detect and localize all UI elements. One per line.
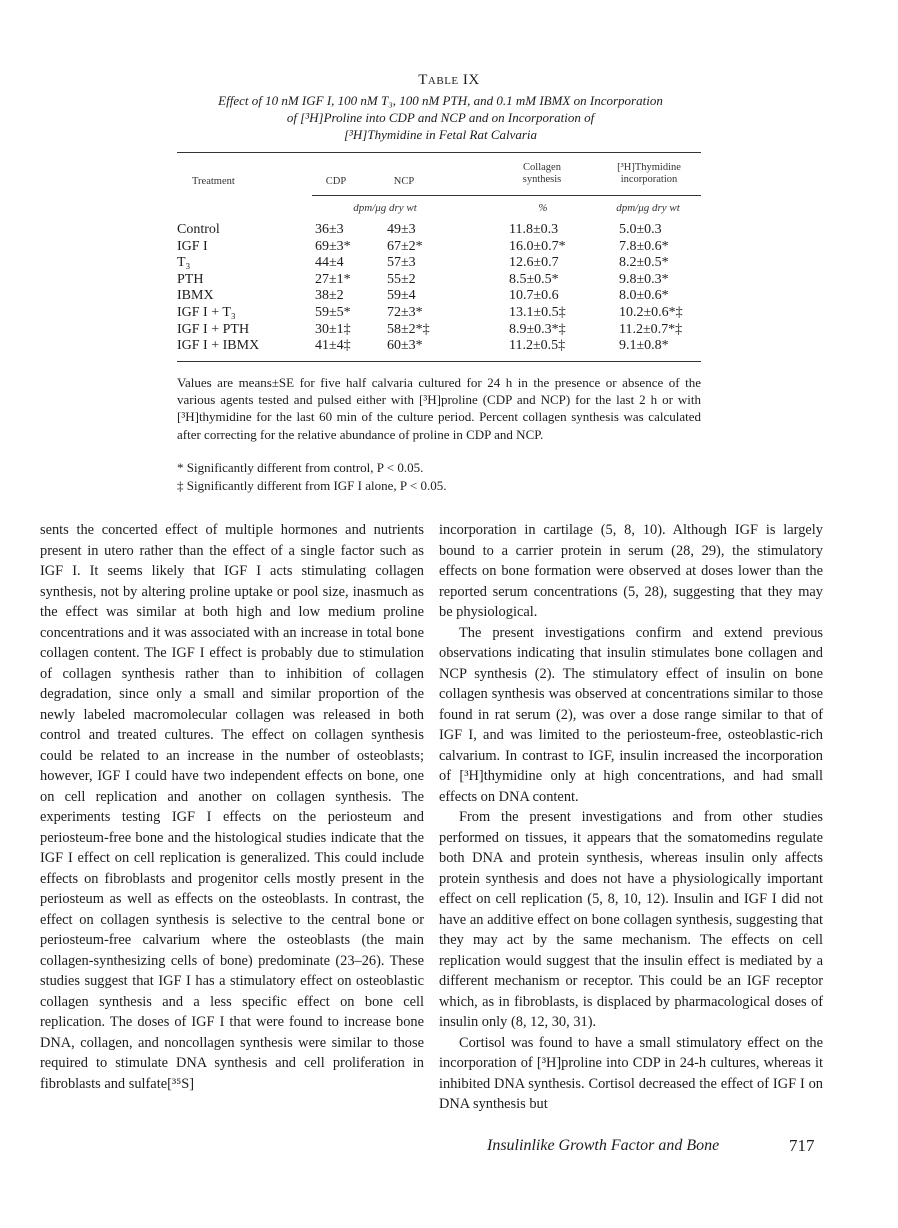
table-row <box>177 239 701 256</box>
cell-ncp: 55±2 <box>387 271 416 287</box>
header-ncp: NCP <box>393 176 415 187</box>
cell-cdp: 69±3* <box>315 238 351 254</box>
left-paragraph-1: sents the concerted effect of multiple hormones and nutrients present in utero rather than the effect of a single factor such as IGF I. It seems likely that IGF I acts stimulating collagen synthesis, not by altering proline uptake or pool size, inasmuch as the effect was similar at both high and low medium proline concentrations and it was associated with an increase in total bone collagen content. The IGF I effect is probably due to stimulation of collagen synthesis rather than to inhibition of collagen degradation, since only a small and similar proportion of the newly labeled macromolecular collagen was released in both control and treated cultures. The effect on collagen synthesis could be related to an increase in the number of osteoblasts; however, IGF I could have two independent effects on bone, one on cell replication and another on collagen synthesis. The experiments testing IGF I effects on the periosteum and periosteum-free bone and the histological studies indicate that the IGF I effect on cell replication is generalized. This could include effects on fibroblasts and progenitor cells mostly present in the periosteum as well as effects on the osteoblasts. In contrast, the effect on collagen synthesis is selective to the central bone or periosteum-free calvarium where the osteoblasts (the main collagen-synthesizing cells of bone) predominate (23–26). These studies suggest that IGF I has a stimulatory effect on osteoblastic collagen synthesis and a less specific effect on bone cell replication. The doses of IGF I that were found to increase bone DNA, collagen, and noncollagen synthesis were similar to those required to stimulate DNA synthesis and cell proliferation in fibroblasts and sulfate[³⁵S] <box>40 522 424 1092</box>
cell-treatment: PTH <box>177 271 204 287</box>
table-row <box>177 322 701 339</box>
caption-line-1: Effect of 10 nM IGF I, 100 nM T₃, 100 nM PTH, and 0.1 mM IBMX on Incorporation <box>218 93 663 108</box>
header-collagen-line-2: synthesis <box>522 174 562 185</box>
cell-thymidine: 11.2±0.7*‡ <box>619 321 683 337</box>
cell-treatment: Control <box>177 222 220 237</box>
cell-thymidine: 9.8±0.3* <box>619 271 669 287</box>
cell-cdp: 27±1* <box>315 271 351 287</box>
right-paragraph-1: incorporation in cartilage (5, 8, 10). Although IGF is largely bound to a carrier protein in serum (28, 29), the stimulatory effects on bone formation were observed at doses lower than the reported serum concentrations (5, 28), suggesting that they may be physiological. <box>439 522 823 620</box>
header-collagen-synthesis <box>502 162 582 186</box>
cell-collagen: 12.6±0.7 <box>509 255 559 271</box>
table-header-rule <box>312 195 701 196</box>
running-title: Insulinlike Growth Factor and Bone <box>487 1137 720 1154</box>
cell-ncp: 59±4 <box>387 288 416 304</box>
cell-collagen: 13.1±0.5‡ <box>509 304 566 320</box>
header-thymidine-line-2: incorporation <box>620 174 678 185</box>
header-thymidine-line-1: [³H]Thymidine <box>617 162 681 173</box>
cell-ncp: 72±3* <box>387 304 423 320</box>
cell-treatment: T₃ <box>177 255 191 271</box>
data-table <box>177 222 701 355</box>
right-paragraph-4: Cortisol was found to have a small stimulatory effect on the incorporation of [³H]proline into CDP in 24-h cultures, whereas it inhibited DNA synthesis. Cortisol decreased the effect of IGF I on DNA synthesis but <box>439 1034 823 1112</box>
unit-collagen: % <box>538 202 548 214</box>
cell-cdp: 41±4‡ <box>315 338 351 354</box>
cell-treatment: IGF I <box>177 238 208 254</box>
table-top-rule <box>177 152 701 153</box>
header-thymidine-incorporation <box>600 162 698 186</box>
cell-cdp: 30±1‡ <box>315 321 351 337</box>
cell-collagen: 11.8±0.3 <box>509 222 559 237</box>
cell-thymidine: 7.8±0.6* <box>619 238 669 254</box>
cell-cdp: 38±2 <box>315 288 344 304</box>
table-row <box>177 305 701 322</box>
right-paragraph-3: From the present investigations and from other studies performed on tissues, it appears that the somatomedins regulate both DNA and protein synthesis, whereas insulin only affects protein synthesis and does not have a physiologically important effect on cell replication (5, 8, 10, 12). Insulin and IGF I did not have an additive effect on bone collagen synthesis, suggesting that they may act by the same mechanism. The effects on cell replication would suggest that the insulin effect is mediated by a different mechanism or receptor. This could be an IGF receptor which, as in fibroblasts, is displaced by pharmacological doses of insulin only (8, 12, 30, 31). <box>439 809 823 1030</box>
cell-ncp: 57±3 <box>387 255 416 271</box>
header-treatment: Treatment <box>192 176 235 187</box>
caption-line-3: [³H]Thymidine in Fetal Rat Calvaria <box>343 127 538 142</box>
table-row <box>177 255 701 272</box>
cell-collagen: 8.5±0.5* <box>509 271 559 287</box>
table-note: Values are means±SE for five half calvaria cultured for 24 h in the presence or absence of the various agents tested and pulsed either with [³H]proline (CDP and NCP) for the last 2 h or with [³H]thymidine for the last 60 min of the culture period. Percent collagen synthesis was calculated after correcting for the relative abundance of proline in CDP and NCP. <box>177 375 701 442</box>
cell-treatment: IGF I + PTH <box>177 321 250 337</box>
cell-thymidine: 8.2±0.5* <box>619 255 669 271</box>
table-caption <box>168 92 713 143</box>
cell-thymidine: 5.0±0.3 <box>619 222 662 237</box>
cell-collagen: 16.0±0.7* <box>509 238 566 254</box>
cell-treatment: IBMX <box>177 288 214 304</box>
cell-cdp: 44±4 <box>315 255 344 271</box>
table-row <box>177 338 701 355</box>
unit-thymidine: dpm/μg dry wt <box>616 202 680 214</box>
table-row <box>177 272 701 289</box>
cell-treatment: IGF I + IBMX <box>177 338 260 354</box>
table-bottom-rule <box>177 361 701 362</box>
cell-ncp: 60±3* <box>387 338 423 354</box>
cell-cdp: 36±3 <box>315 222 344 237</box>
caption-line-2: of [³H]Proline into CDP and NCP and on Incorporation of <box>286 110 595 125</box>
cell-collagen: 8.9±0.3*‡ <box>509 321 566 337</box>
table-row <box>177 288 701 305</box>
unit-cdp-ncp: dpm/μg dry wt <box>353 202 417 214</box>
cell-cdp: 59±5* <box>315 304 351 320</box>
cell-collagen: 11.2±0.5‡ <box>509 338 566 354</box>
cell-ncp: 58±2*‡ <box>387 321 430 337</box>
cell-thymidine: 10.2±0.6*‡ <box>619 304 683 320</box>
cell-ncp: 49±3 <box>387 222 416 237</box>
footnote-star: * Significantly different from control, P < 0.05. <box>177 460 424 475</box>
left-column <box>40 520 424 1094</box>
right-column <box>439 520 823 1115</box>
footnote-dagger: ‡ Significantly different from IGF I alone, P < 0.05. <box>177 478 447 493</box>
cell-thymidine: 9.1±0.8* <box>619 338 669 354</box>
cell-treatment: IGF I + T₃ <box>177 304 236 320</box>
table-row <box>177 222 701 239</box>
cell-thymidine: 8.0±0.6* <box>619 288 669 304</box>
table-label: Table IX <box>418 72 480 88</box>
cell-ncp: 67±2* <box>387 238 423 254</box>
right-paragraph-2: The present investigations confirm and extend previous observations indicating that insulin stimulates bone collagen and NCP synthesis (2). The stimulatory effect of insulin on bone collagen synthesis was observed at concentrations similar to those found in rat serum (2), was over a dose range similar to that of IGF I, and was limited to the periosteum-free, osteoblastic-rich calvarium. In contrast to IGF, insulin increased the incorporation of [³H]thymidine only at high concentrations, and had small effects on DNA content. <box>439 624 823 805</box>
cell-collagen: 10.7±0.6 <box>509 288 559 304</box>
header-cdp: CDP <box>325 176 347 187</box>
page-number: 717 <box>789 1136 815 1155</box>
header-collagen-line-1: Collagen <box>523 162 561 173</box>
